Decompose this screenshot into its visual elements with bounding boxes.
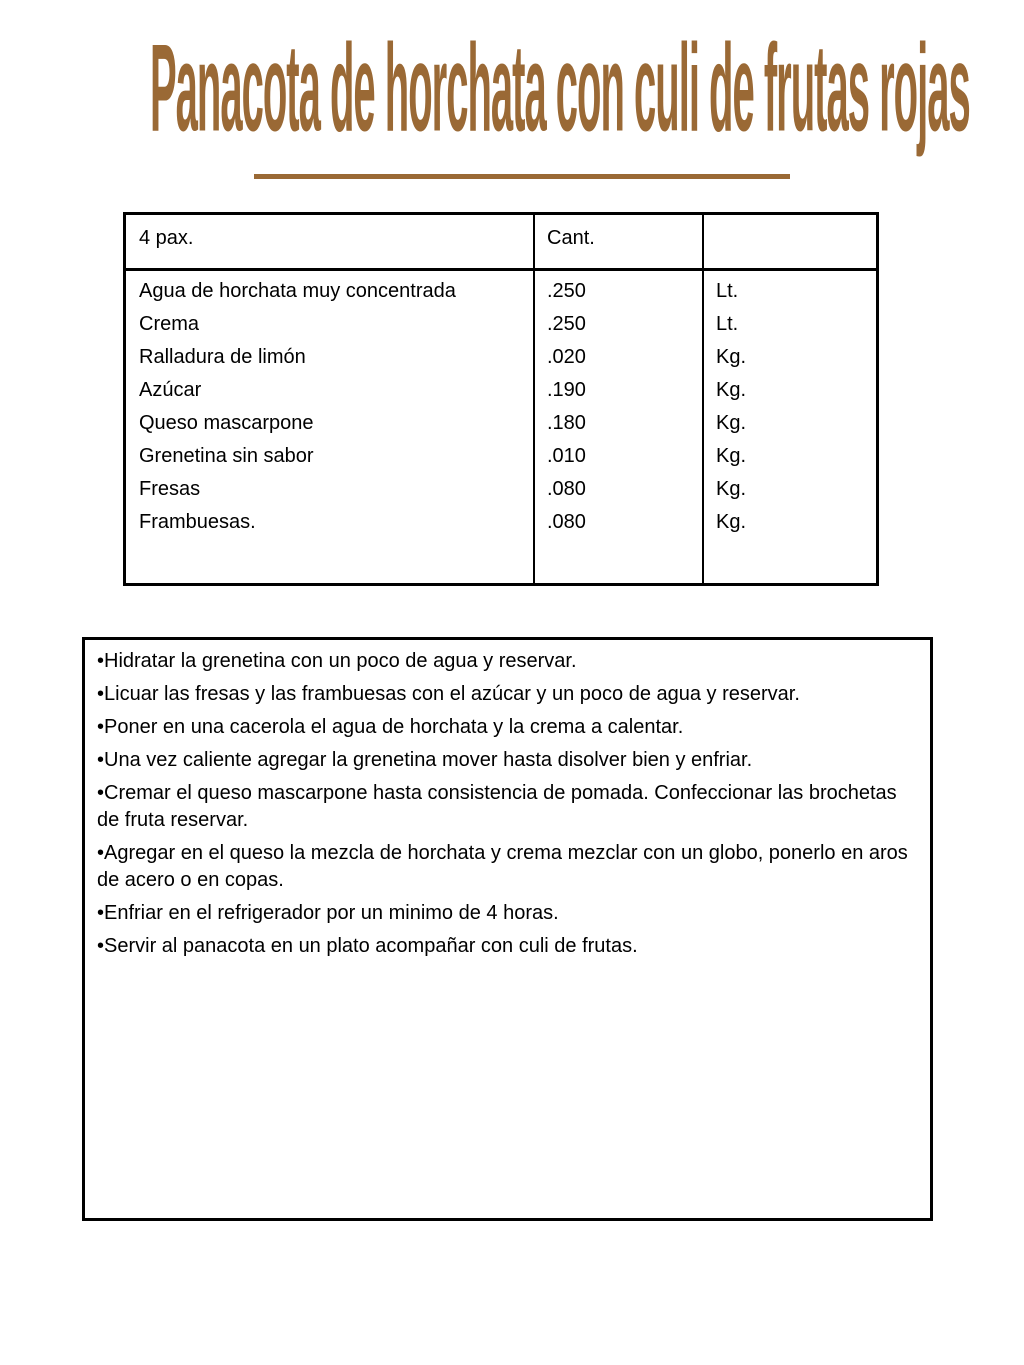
recipe-title	[150, 18, 970, 178]
ingredient-quantity: .250	[547, 280, 586, 302]
instruction-step: •Licuar las fresas y las frambuesas con el azúcar y un poco de agua y reservar.	[97, 683, 800, 705]
ingredient-quantity: .020	[547, 346, 586, 368]
ingredient-unit: Kg.	[716, 478, 747, 500]
ingredient-unit: Kg.	[716, 511, 747, 533]
instruction-step: •Servir al panacota en un plato acompañar con culi de frutas.	[97, 935, 638, 957]
ingredient-unit: Kg.	[716, 412, 747, 434]
ingredients-table	[123, 212, 879, 586]
ingredient-name: Grenetina sin sabor	[139, 445, 314, 467]
quantity-column	[547, 275, 586, 539]
ingredient-name: Crema	[139, 313, 200, 335]
ingredient-name: Ralladura de limón	[139, 346, 306, 368]
header-divider	[126, 268, 876, 271]
instruction-step: •Enfriar en el refrigerador por un minimo de 4 horas.	[97, 902, 559, 924]
ingredient-name: Azúcar	[139, 379, 202, 401]
instruction-step: •Agregar en el queso la mezcla de horchata y crema mezclar con un globo, ponerlo en aros de acero o en copas.	[97, 842, 908, 891]
ingredient-unit: Kg.	[716, 445, 747, 467]
ingredient-column	[139, 275, 456, 539]
ingredient-name: Queso mascarpone	[139, 412, 314, 434]
ingredient-unit: Kg.	[716, 379, 747, 401]
ingredient-quantity: .080	[547, 478, 586, 500]
ingredient-quantity: .250	[547, 313, 586, 335]
ingredient-quantity: .180	[547, 412, 586, 434]
instruction-step: •Hidratar la grenetina con un poco de agua y reservar.	[97, 650, 577, 672]
ingredient-name: Fresas	[139, 478, 201, 500]
instruction-step: •Poner en una cacerola el agua de horchata y la crema a calentar.	[97, 716, 684, 738]
instruction-step: •Cremar el queso mascarpone hasta consistencia de pomada. Confeccionar las brochetas de fruta reservar.	[97, 782, 897, 831]
ingredient-name: Frambuesas.	[139, 511, 256, 533]
instructions-box	[82, 637, 933, 1221]
ingredient-unit: Lt.	[716, 280, 739, 302]
ingredient-quantity: .010	[547, 445, 586, 467]
title-underline	[254, 174, 790, 179]
ingredient-unit: Kg.	[716, 346, 747, 368]
ingredient-unit: Lt.	[716, 313, 739, 335]
instruction-step: •Una vez caliente agregar la grenetina mover hasta disolver bien y enfriar.	[97, 749, 753, 771]
header-servings: 4 pax.	[139, 227, 194, 249]
recipe-title-text: Panacota de horchata con culi de frutas rojas	[150, 22, 970, 159]
ingredient-quantity: .190	[547, 379, 586, 401]
unit-column	[716, 275, 746, 539]
ingredient-quantity: .080	[547, 511, 586, 533]
header-quantity: Cant.	[547, 227, 595, 249]
ingredient-name: Agua de horchata muy concentrada	[139, 280, 456, 302]
